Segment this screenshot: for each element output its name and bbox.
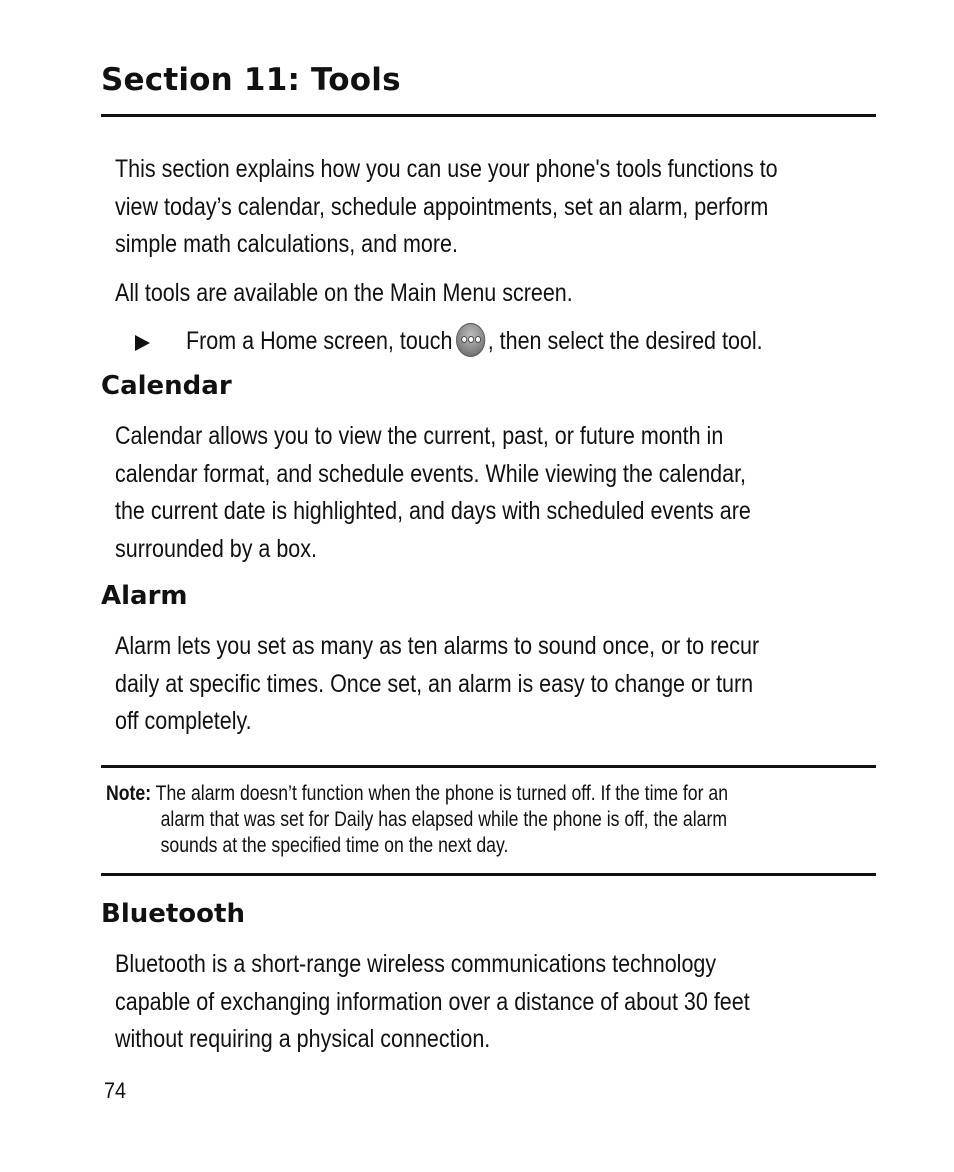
calendar-line: surrounded by a box.: [115, 534, 318, 563]
main-menu-icon: [456, 323, 485, 357]
title-divider: [101, 114, 876, 117]
calendar-line: calendar format, and schedule events. While viewing the calendar,: [115, 459, 747, 488]
step-text: [186, 322, 763, 361]
note-line: sounds at the specified time on the next day.: [160, 834, 509, 857]
note-label: Note:: [106, 782, 152, 805]
calendar-paragraph: [115, 418, 880, 568]
alarm-line: off completely.: [115, 707, 252, 735]
page-number: 74: [104, 1078, 127, 1103]
calendar-line: the current date is highlighted, and days with scheduled events are: [115, 497, 751, 525]
alarm-line: daily at specific times. Once set, an alarm is easy to change or turn: [115, 669, 754, 698]
section-title: Section 11: Tools: [101, 62, 401, 98]
tools-available-paragraph: [115, 275, 880, 313]
calendar-line: Calendar allows you to view the current, past, or future month in: [115, 422, 724, 450]
note-top-divider: [101, 765, 876, 768]
note-line: alarm that was set for Daily has elapsed while the phone is off, the alarm: [160, 808, 728, 831]
alarm-line: Alarm lets you set as many as ten alarms to sound once, or to recur: [115, 632, 760, 660]
alarm-heading: Alarm: [101, 581, 188, 611]
bluetooth-line: Bluetooth is a short-range wireless communications technology: [115, 950, 717, 978]
intro-line: view today’s calendar, schedule appointments, set an alarm, perform: [115, 192, 769, 221]
bluetooth-paragraph: [115, 946, 880, 1059]
intro-line: simple math calculations, and more.: [115, 230, 458, 258]
step-text-before: From a Home screen, touch: [186, 327, 453, 355]
bluetooth-heading: Bluetooth: [101, 899, 245, 929]
alarm-paragraph: [115, 628, 880, 741]
bluetooth-line: capable of exchanging information over a distance of about 30 feet: [115, 987, 750, 1016]
intro-paragraph: [115, 151, 880, 264]
note-box: [106, 781, 847, 859]
note-line: The alarm doesn’t function when the phone is turned off. If the time for an: [155, 782, 729, 805]
bluetooth-line: without requiring a physical connection.: [115, 1025, 491, 1053]
tools-available-text: All tools are available on the Main Menu screen.: [115, 279, 573, 307]
bullet-arrow-icon: [135, 335, 150, 351]
intro-line: This section explains how you can use your phone's tools functions to: [115, 155, 778, 183]
note-bottom-divider: [101, 873, 876, 876]
calendar-heading: Calendar: [101, 371, 232, 401]
step-text-after: , then select the desired tool.: [487, 327, 763, 355]
